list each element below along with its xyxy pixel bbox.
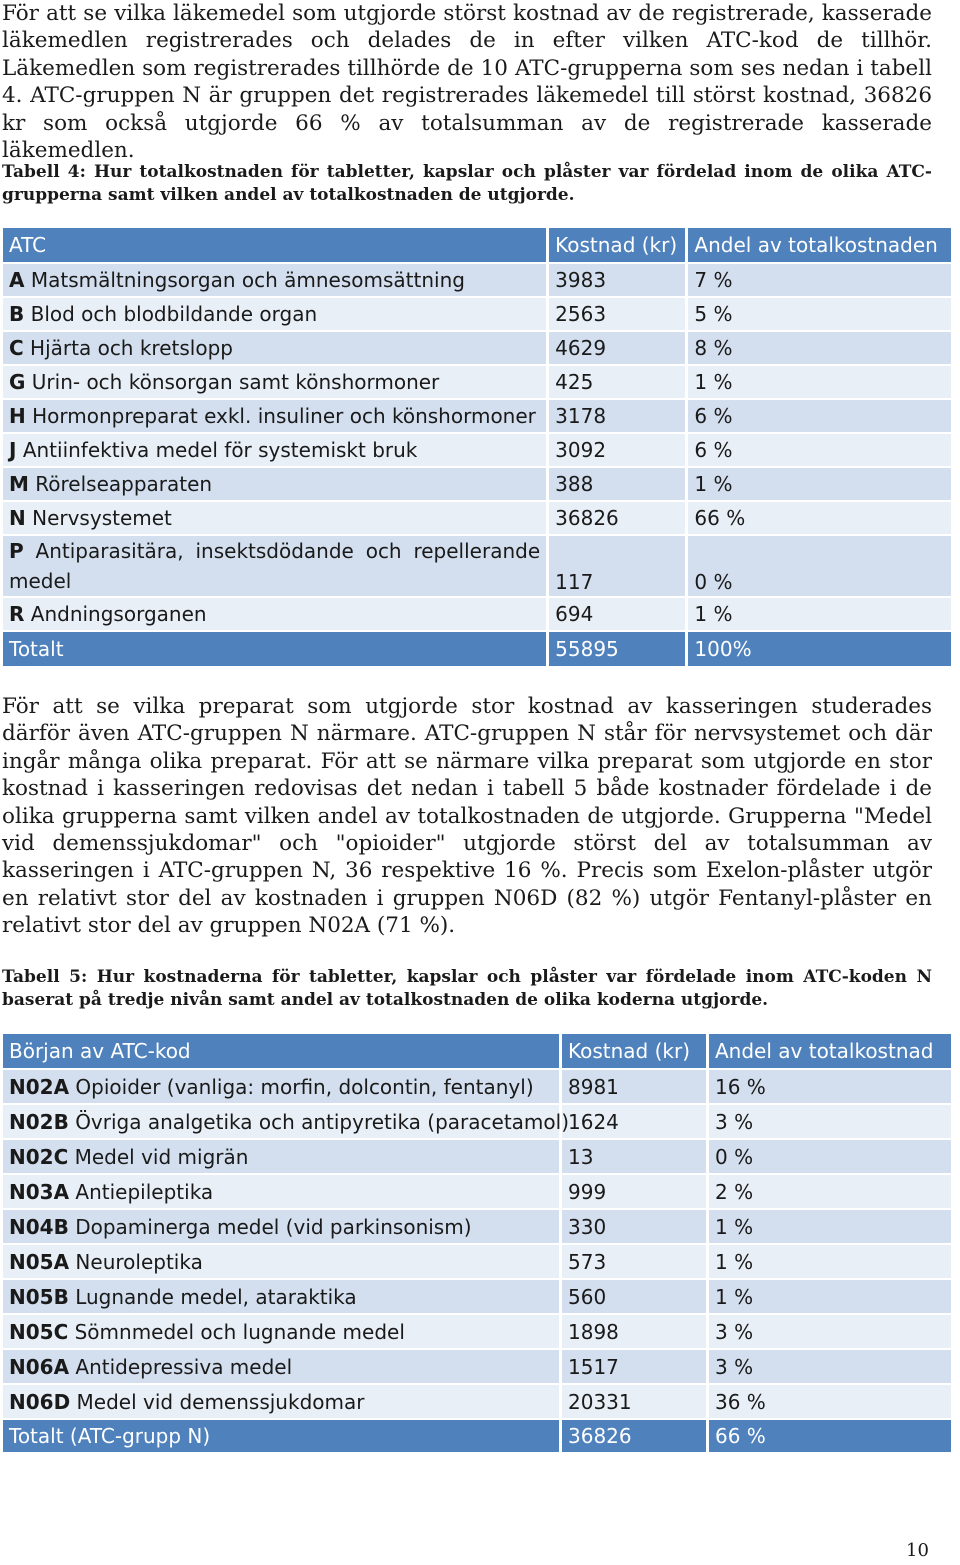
share-cell: 3 % bbox=[709, 1350, 951, 1383]
share-cell: 1 % bbox=[709, 1280, 951, 1313]
atc-cell bbox=[3, 502, 546, 534]
table-total-row bbox=[3, 1420, 951, 1452]
atc-code: H bbox=[9, 404, 26, 428]
atc-name: Medel vid migrän bbox=[74, 1144, 249, 1169]
table-row bbox=[3, 1280, 951, 1313]
share-cell: 66 % bbox=[688, 502, 951, 534]
atc-name: Medel vid demenssjukdomar bbox=[76, 1389, 365, 1414]
cost-cell: 1624 bbox=[562, 1105, 706, 1138]
share-cell: 6 % bbox=[688, 434, 951, 466]
atc-name: Blod och blodbildande organ bbox=[30, 302, 318, 326]
atc-name: Lugnande medel, ataraktika bbox=[75, 1284, 357, 1309]
atc-cell bbox=[3, 1210, 559, 1243]
atc-cell bbox=[3, 366, 546, 398]
table-total-row bbox=[3, 632, 951, 666]
atc-cell bbox=[3, 332, 546, 364]
cost-cell: 13 bbox=[562, 1140, 706, 1173]
share-cell: 7 % bbox=[688, 264, 951, 296]
share-cell: 16 % bbox=[709, 1070, 951, 1103]
atc-name: Antidepressiva medel bbox=[75, 1354, 293, 1379]
atc-cell bbox=[3, 1245, 559, 1278]
cost-cell: 573 bbox=[562, 1245, 706, 1278]
atc-cell bbox=[3, 1140, 559, 1173]
cost-cell: 330 bbox=[562, 1210, 706, 1243]
table-row bbox=[3, 366, 951, 398]
table5 bbox=[0, 1034, 954, 1452]
cost-cell: 3983 bbox=[549, 264, 685, 296]
column-header: Kostnad (kr) bbox=[549, 228, 685, 262]
atc-code: N bbox=[9, 506, 26, 530]
atc-code: N05B bbox=[9, 1284, 69, 1309]
total-share: 100% bbox=[688, 632, 951, 666]
cost-cell: 36826 bbox=[549, 502, 685, 534]
atc-cell bbox=[3, 434, 546, 466]
cost-cell: 3178 bbox=[549, 400, 685, 432]
table-row bbox=[3, 1140, 951, 1173]
atc-cell bbox=[3, 298, 546, 330]
atc-cell bbox=[3, 598, 546, 630]
total-share: 66 % bbox=[709, 1420, 951, 1452]
cost-cell: 8981 bbox=[562, 1070, 706, 1103]
atc-name: Rörelseapparaten bbox=[35, 472, 213, 496]
atc-name: Sömnmedel och lugnande medel bbox=[74, 1319, 405, 1344]
table4-caption: Tabell 4: Hur totalkostnaden för tabletter, kapslar och plåster var fördelad inom de olika ATC-grupperna samt vilken andel av totalkostnaden de utgjorde. bbox=[2, 162, 932, 205]
atc-name: Antiepileptika bbox=[75, 1179, 214, 1204]
atc-name: Opioider (vanliga: morfin, dolcontin, fentanyl) bbox=[75, 1074, 534, 1099]
table-row bbox=[3, 1070, 951, 1103]
atc-name: Andningsorganen bbox=[30, 602, 207, 626]
total-label: Totalt bbox=[3, 632, 546, 666]
cost-cell: 694 bbox=[549, 598, 685, 630]
atc-cell bbox=[3, 536, 546, 596]
atc-name: Övriga analgetika och antipyretika (paracetamol) bbox=[75, 1109, 570, 1134]
atc-name: Neuroleptika bbox=[75, 1249, 203, 1274]
atc-cell bbox=[3, 1280, 559, 1313]
share-cell: 1 % bbox=[709, 1245, 951, 1278]
table-row bbox=[3, 468, 951, 500]
table-row bbox=[3, 536, 951, 596]
table-row bbox=[3, 1210, 951, 1243]
share-cell: 2 % bbox=[709, 1175, 951, 1208]
atc-name: Urin- och könsorgan samt könshormoner bbox=[31, 370, 440, 394]
atc-code: P bbox=[9, 539, 24, 563]
table-row bbox=[3, 1315, 951, 1348]
atc-code: N06A bbox=[9, 1354, 70, 1379]
cost-cell: 20331 bbox=[562, 1385, 706, 1418]
atc-cell bbox=[3, 1315, 559, 1348]
table-header-row bbox=[3, 1034, 951, 1068]
cost-cell: 1517 bbox=[562, 1350, 706, 1383]
atc-code: R bbox=[9, 602, 25, 626]
intro-paragraph: För att se vilka läkemedel som utgjorde störst kostnad av de registrerade, kasserade läkemedlen registrerades och delades de in efter vilken ATC-kod de tillhör. Läkemedlen som registrerades tillhörde de 10 ATC-grupperna som ses nedan i tabell 4. ATC-gruppen N är gruppen det registrerades läkemedel till störst kostnad, 36826 kr som också utgjorde 66 % av totalsumman av de registrerade kasserade läkemedlen. bbox=[2, 1, 932, 164]
share-cell: 1 % bbox=[709, 1210, 951, 1243]
page-number: 10 bbox=[906, 1540, 929, 1561]
cost-cell: 999 bbox=[562, 1175, 706, 1208]
share-cell: 1 % bbox=[688, 468, 951, 500]
atc-code: A bbox=[9, 268, 25, 292]
share-cell: 5 % bbox=[688, 298, 951, 330]
column-header: Början av ATC-kod bbox=[3, 1034, 559, 1068]
atc-cell bbox=[3, 1385, 559, 1418]
atc-code: N03A bbox=[9, 1179, 70, 1204]
atc-code: M bbox=[9, 472, 29, 496]
share-cell: 3 % bbox=[709, 1315, 951, 1348]
column-header: ATC bbox=[3, 228, 546, 262]
atc-cell bbox=[3, 400, 546, 432]
share-cell: 1 % bbox=[688, 366, 951, 398]
cost-cell: 425 bbox=[549, 366, 685, 398]
atc-cell bbox=[3, 1175, 559, 1208]
atc-code: N06D bbox=[9, 1389, 71, 1414]
table-row bbox=[3, 1385, 951, 1418]
atc-code: N05C bbox=[9, 1319, 69, 1344]
atc-code: N04B bbox=[9, 1214, 69, 1239]
share-cell: 8 % bbox=[688, 332, 951, 364]
atc-code: N02B bbox=[9, 1109, 69, 1134]
atc-name: Dopaminerga medel (vid parkinsonism) bbox=[75, 1214, 472, 1239]
middle-paragraph: För att se vilka preparat som utgjorde stor kostnad av kasseringen studerades därför även ATC-gruppen N närmare. ATC-gruppen N står för nervsystemet och där ingår många olika preparat. För att se närmare vilka preparat som utgjorde en stor kostnad i kasseringen redovisas det nedan i tabell 5 både kostnader fördelade i de olika grupperna samt vilken andel av totalkostnaden de utgjorde. Grupperna "Medel vid demenssjukdomar" och "opioider" utgjorde störst del av totalsumman av kasseringen i ATC-gruppen N, 36 respektive 16 %. Precis som Exelon-plåster utgör en relativt stor del av kostnaden i gruppen N06D (82 %) utgör Fentanyl-plåster en relativt stor del av gruppen N02A (71 %). bbox=[2, 694, 932, 939]
table-header-row bbox=[3, 228, 951, 262]
table-row bbox=[3, 400, 951, 432]
share-cell: 0 % bbox=[688, 536, 951, 596]
atc-name: Hormonpreparat exkl. insuliner och könshormoner bbox=[32, 404, 536, 428]
share-cell: 36 % bbox=[709, 1385, 951, 1418]
table-row bbox=[3, 1350, 951, 1383]
table-row bbox=[3, 1105, 951, 1138]
share-cell: 3 % bbox=[709, 1105, 951, 1138]
column-header: Andel av totalkostnad bbox=[709, 1034, 951, 1068]
atc-name: Hjärta och kretslopp bbox=[30, 336, 233, 360]
atc-cell bbox=[3, 468, 546, 500]
table-row bbox=[3, 1245, 951, 1278]
atc-cell bbox=[3, 1070, 559, 1103]
cost-cell: 560 bbox=[562, 1280, 706, 1313]
atc-code: G bbox=[9, 370, 26, 394]
total-cost: 55895 bbox=[549, 632, 685, 666]
atc-code: N02A bbox=[9, 1074, 70, 1099]
atc-name: Antiparasitära, insektsdödande och repellerande medel bbox=[9, 539, 541, 593]
table-row bbox=[3, 332, 951, 364]
share-cell: 1 % bbox=[688, 598, 951, 630]
total-cost: 36826 bbox=[562, 1420, 706, 1452]
column-header: Kostnad (kr) bbox=[562, 1034, 706, 1068]
atc-cell bbox=[3, 264, 546, 296]
cost-cell: 4629 bbox=[549, 332, 685, 364]
atc-name: Matsmältningsorgan och ämnesomsättning bbox=[30, 268, 465, 292]
cost-cell: 388 bbox=[549, 468, 685, 500]
table5-caption: Tabell 5: Hur kostnaderna för tabletter, kapslar och plåster var fördelade inom ATC-koden N baserat på tredje nivån samt andel av totalkostnaden de olika koderna utgjorde. bbox=[2, 967, 932, 1010]
atc-code: J bbox=[9, 438, 17, 462]
table-row bbox=[3, 264, 951, 296]
table-row bbox=[3, 502, 951, 534]
total-label: Totalt (ATC-grupp N) bbox=[3, 1420, 559, 1452]
atc-name: Nervsystemet bbox=[32, 506, 172, 530]
cost-cell: 2563 bbox=[549, 298, 685, 330]
table-row bbox=[3, 434, 951, 466]
cost-cell: 117 bbox=[549, 536, 685, 596]
share-cell: 0 % bbox=[709, 1140, 951, 1173]
cost-cell: 1898 bbox=[562, 1315, 706, 1348]
table-row bbox=[3, 598, 951, 630]
share-cell: 6 % bbox=[688, 400, 951, 432]
atc-code: C bbox=[9, 336, 24, 360]
table-row bbox=[3, 1175, 951, 1208]
cost-cell: 3092 bbox=[549, 434, 685, 466]
atc-cell bbox=[3, 1105, 570, 1138]
atc-code: N05A bbox=[9, 1249, 70, 1274]
atc-cell bbox=[3, 1350, 559, 1383]
table4 bbox=[0, 228, 954, 666]
atc-code: B bbox=[9, 302, 25, 326]
atc-name: Antiinfektiva medel för systemiskt bruk bbox=[22, 438, 418, 462]
atc-code: N02C bbox=[9, 1144, 69, 1169]
table-row bbox=[3, 298, 951, 330]
column-header: Andel av totalkostnaden bbox=[688, 228, 951, 262]
